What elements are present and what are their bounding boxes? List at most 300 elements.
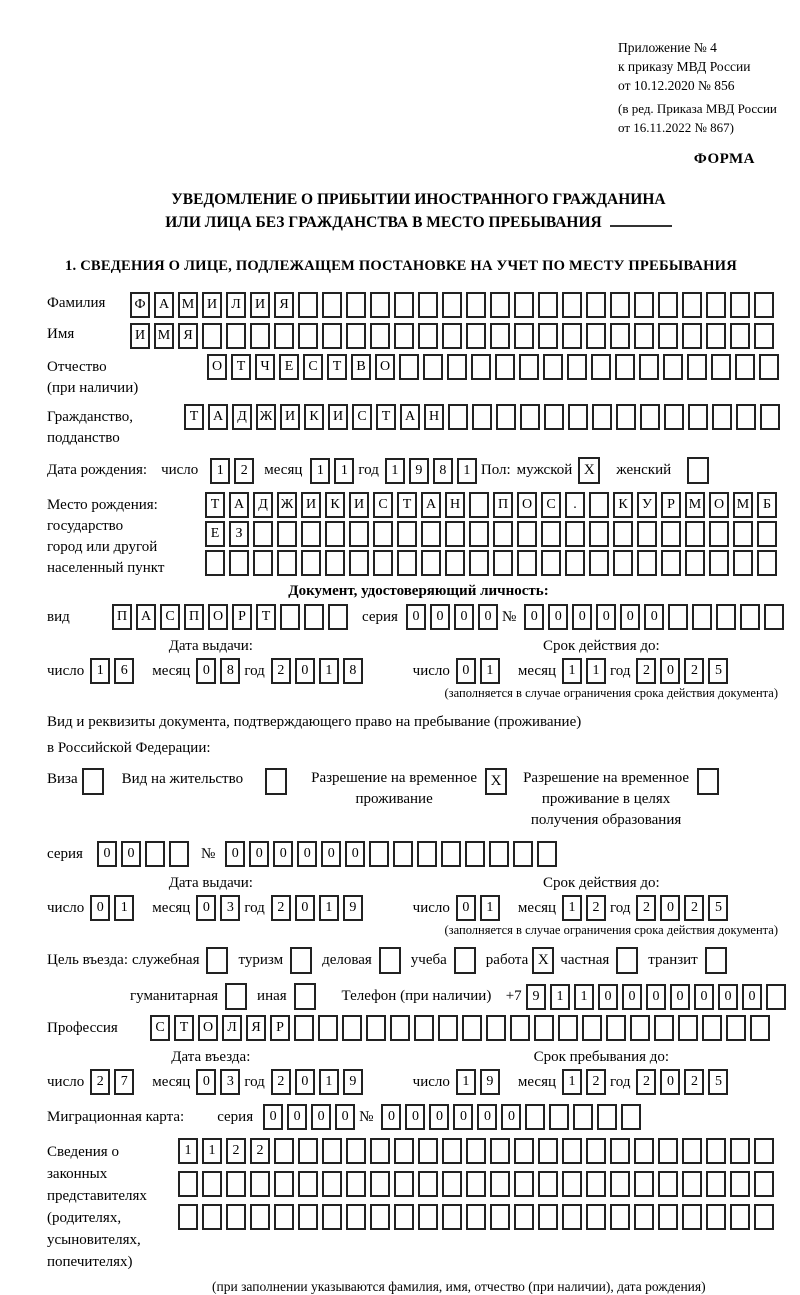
char-cell[interactable]: 0 — [622, 984, 642, 1010]
char-cell[interactable] — [592, 404, 612, 430]
char-cell[interactable]: 1 — [334, 458, 354, 484]
char-cell[interactable] — [226, 1171, 246, 1197]
char-cell[interactable] — [250, 323, 270, 349]
char-cell[interactable]: 2 — [226, 1138, 246, 1164]
char-cell[interactable] — [442, 1204, 462, 1230]
char-cell[interactable]: 3 — [220, 1069, 240, 1095]
char-cell[interactable] — [493, 550, 513, 576]
char-cell[interactable] — [709, 521, 729, 547]
char-cell[interactable] — [586, 1171, 606, 1197]
char-cell[interactable] — [448, 404, 468, 430]
purpose-transit-checkbox[interactable] — [705, 947, 727, 974]
char-cell[interactable]: 2 — [586, 1069, 606, 1095]
char-cell[interactable] — [586, 323, 606, 349]
char-cell[interactable]: 7 — [114, 1069, 134, 1095]
char-cell[interactable] — [346, 1138, 366, 1164]
char-cell[interactable] — [687, 354, 707, 380]
char-cell[interactable] — [589, 492, 609, 518]
char-cell[interactable] — [709, 550, 729, 576]
char-cell[interactable]: 0 — [273, 841, 293, 867]
char-cell[interactable]: 1 — [319, 895, 339, 921]
char-cell[interactable] — [513, 841, 533, 867]
char-cell[interactable]: Р — [232, 604, 252, 630]
char-cell[interactable] — [706, 1171, 726, 1197]
char-cell[interactable] — [301, 521, 321, 547]
char-cell[interactable] — [253, 550, 273, 576]
char-cell[interactable]: Д — [232, 404, 252, 430]
char-cell[interactable]: 0 — [596, 604, 616, 630]
char-cell[interactable] — [346, 1171, 366, 1197]
char-cell[interactable] — [640, 404, 660, 430]
char-cell[interactable]: 0 — [321, 841, 341, 867]
char-cell[interactable] — [438, 1015, 458, 1041]
char-cell[interactable]: Т — [231, 354, 251, 380]
char-cell[interactable]: И — [349, 492, 369, 518]
char-cell[interactable] — [495, 354, 515, 380]
char-cell[interactable]: 0 — [478, 604, 498, 630]
char-cell[interactable]: И — [130, 323, 150, 349]
char-cell[interactable] — [712, 404, 732, 430]
char-cell[interactable] — [658, 1138, 678, 1164]
char-cell[interactable] — [730, 292, 750, 318]
char-cell[interactable] — [298, 1171, 318, 1197]
char-cell[interactable] — [325, 521, 345, 547]
char-cell[interactable]: 0 — [646, 984, 666, 1010]
char-cell[interactable] — [750, 1015, 770, 1041]
char-cell[interactable]: М — [178, 292, 198, 318]
char-cell[interactable] — [538, 292, 558, 318]
char-cell[interactable]: 2 — [586, 895, 606, 921]
char-cell[interactable] — [274, 1171, 294, 1197]
char-cell[interactable] — [318, 1015, 338, 1041]
char-cell[interactable] — [298, 1204, 318, 1230]
char-cell[interactable] — [226, 323, 246, 349]
char-cell[interactable] — [322, 1204, 342, 1230]
char-cell[interactable]: И — [301, 492, 321, 518]
char-cell[interactable] — [682, 1171, 702, 1197]
char-cell[interactable]: Я — [178, 323, 198, 349]
char-cell[interactable]: 1 — [202, 1138, 222, 1164]
char-cell[interactable] — [370, 1138, 390, 1164]
char-cell[interactable] — [586, 292, 606, 318]
char-cell[interactable]: 0 — [90, 895, 110, 921]
char-cell[interactable] — [442, 1138, 462, 1164]
char-cell[interactable]: 5 — [708, 895, 728, 921]
char-cell[interactable] — [759, 354, 779, 380]
char-cell[interactable]: 2 — [684, 658, 704, 684]
char-cell[interactable] — [342, 1015, 362, 1041]
purpose-humanitarian-checkbox[interactable] — [225, 983, 247, 1010]
char-cell[interactable]: Е — [205, 521, 225, 547]
char-cell[interactable]: 0 — [405, 1104, 425, 1130]
char-cell[interactable]: 0 — [381, 1104, 401, 1130]
char-cell[interactable] — [544, 404, 564, 430]
char-cell[interactable] — [274, 323, 294, 349]
char-cell[interactable]: К — [613, 492, 633, 518]
char-cell[interactable]: 1 — [456, 1069, 476, 1095]
char-cell[interactable]: 9 — [526, 984, 546, 1010]
char-cell[interactable] — [514, 323, 534, 349]
char-cell[interactable] — [664, 404, 684, 430]
char-cell[interactable]: 2 — [636, 895, 656, 921]
char-cell[interactable] — [606, 1015, 626, 1041]
char-cell[interactable] — [205, 550, 225, 576]
char-cell[interactable]: 1 — [562, 658, 582, 684]
char-cell[interactable] — [294, 1015, 314, 1041]
char-cell[interactable] — [394, 1204, 414, 1230]
char-cell[interactable] — [393, 841, 413, 867]
char-cell[interactable] — [466, 323, 486, 349]
char-cell[interactable]: 2 — [636, 658, 656, 684]
purpose-official-checkbox[interactable] — [206, 947, 228, 974]
char-cell[interactable] — [736, 404, 756, 430]
char-cell[interactable] — [517, 521, 537, 547]
char-cell[interactable]: М — [733, 492, 753, 518]
char-cell[interactable] — [253, 521, 273, 547]
char-cell[interactable] — [639, 354, 659, 380]
char-cell[interactable]: 2 — [271, 658, 291, 684]
char-cell[interactable] — [441, 841, 461, 867]
char-cell[interactable] — [637, 550, 657, 576]
char-cell[interactable] — [589, 521, 609, 547]
char-cell[interactable]: 0 — [694, 984, 714, 1010]
char-cell[interactable] — [730, 1204, 750, 1230]
char-cell[interactable]: 0 — [345, 841, 365, 867]
char-cell[interactable]: Ж — [277, 492, 297, 518]
char-cell[interactable] — [567, 354, 587, 380]
char-cell[interactable]: 0 — [660, 895, 680, 921]
char-cell[interactable] — [418, 1204, 438, 1230]
char-cell[interactable]: 0 — [453, 1104, 473, 1130]
char-cell[interactable] — [202, 1204, 222, 1230]
char-cell[interactable] — [514, 1138, 534, 1164]
char-cell[interactable]: 1 — [319, 1069, 339, 1095]
char-cell[interactable] — [685, 521, 705, 547]
char-cell[interactable] — [610, 1138, 630, 1164]
purpose-private-checkbox[interactable] — [616, 947, 638, 974]
char-cell[interactable] — [562, 1171, 582, 1197]
char-cell[interactable] — [472, 404, 492, 430]
char-cell[interactable] — [394, 1171, 414, 1197]
char-cell[interactable] — [630, 1015, 650, 1041]
char-cell[interactable] — [414, 1015, 434, 1041]
char-cell[interactable]: З — [229, 521, 249, 547]
char-cell[interactable]: О — [709, 492, 729, 518]
char-cell[interactable] — [621, 1104, 641, 1130]
char-cell[interactable]: 5 — [708, 1069, 728, 1095]
char-cell[interactable]: 5 — [708, 658, 728, 684]
char-cell[interactable] — [517, 550, 537, 576]
char-cell[interactable]: 1 — [210, 458, 230, 484]
char-cell[interactable] — [322, 1171, 342, 1197]
char-cell[interactable] — [469, 521, 489, 547]
char-cell[interactable] — [610, 1171, 630, 1197]
char-cell[interactable]: 0 — [742, 984, 762, 1010]
char-cell[interactable]: Т — [205, 492, 225, 518]
char-cell[interactable] — [661, 521, 681, 547]
char-cell[interactable]: Т — [327, 354, 347, 380]
char-cell[interactable]: 8 — [433, 458, 453, 484]
char-cell[interactable] — [682, 1138, 702, 1164]
char-cell[interactable]: Л — [222, 1015, 242, 1041]
char-cell[interactable] — [496, 404, 516, 430]
sex-female-checkbox[interactable] — [687, 457, 709, 484]
char-cell[interactable] — [397, 521, 417, 547]
char-cell[interactable] — [565, 521, 585, 547]
char-cell[interactable]: Ф — [130, 292, 150, 318]
char-cell[interactable] — [658, 323, 678, 349]
char-cell[interactable] — [417, 841, 437, 867]
char-cell[interactable]: О — [517, 492, 537, 518]
char-cell[interactable]: 0 — [430, 604, 450, 630]
char-cell[interactable] — [370, 1171, 390, 1197]
char-cell[interactable] — [615, 354, 635, 380]
char-cell[interactable]: Т — [256, 604, 276, 630]
char-cell[interactable] — [421, 521, 441, 547]
char-cell[interactable]: 0 — [295, 895, 315, 921]
char-cell[interactable]: И — [250, 292, 270, 318]
char-cell[interactable] — [349, 550, 369, 576]
char-cell[interactable] — [726, 1015, 746, 1041]
char-cell[interactable] — [543, 354, 563, 380]
char-cell[interactable] — [610, 292, 630, 318]
char-cell[interactable]: 0 — [287, 1104, 307, 1130]
char-cell[interactable]: 9 — [409, 458, 429, 484]
char-cell[interactable]: 0 — [456, 658, 476, 684]
char-cell[interactable] — [369, 841, 389, 867]
char-cell[interactable] — [706, 1204, 726, 1230]
char-cell[interactable] — [280, 604, 300, 630]
char-cell[interactable]: 0 — [121, 841, 141, 867]
char-cell[interactable]: В — [351, 354, 371, 380]
char-cell[interactable]: С — [541, 492, 561, 518]
char-cell[interactable] — [688, 404, 708, 430]
purpose-study-checkbox[interactable] — [454, 947, 476, 974]
char-cell[interactable] — [145, 841, 165, 867]
char-cell[interactable]: 0 — [660, 1069, 680, 1095]
char-cell[interactable]: 1 — [178, 1138, 198, 1164]
char-cell[interactable]: 0 — [598, 984, 618, 1010]
char-cell[interactable] — [250, 1204, 270, 1230]
char-cell[interactable]: 2 — [684, 1069, 704, 1095]
char-cell[interactable]: 2 — [90, 1069, 110, 1095]
char-cell[interactable]: О — [207, 354, 227, 380]
char-cell[interactable]: М — [154, 323, 174, 349]
char-cell[interactable] — [565, 550, 585, 576]
char-cell[interactable]: Ч — [255, 354, 275, 380]
char-cell[interactable]: Т — [397, 492, 417, 518]
char-cell[interactable]: 0 — [456, 895, 476, 921]
char-cell[interactable]: 1 — [457, 458, 477, 484]
char-cell[interactable]: 1 — [562, 1069, 582, 1095]
char-cell[interactable] — [304, 604, 324, 630]
char-cell[interactable] — [658, 1204, 678, 1230]
char-cell[interactable] — [589, 550, 609, 576]
char-cell[interactable] — [525, 1104, 545, 1130]
char-cell[interactable]: И — [328, 404, 348, 430]
char-cell[interactable]: 1 — [586, 658, 606, 684]
char-cell[interactable]: . — [565, 492, 585, 518]
char-cell[interactable]: 3 — [220, 895, 240, 921]
char-cell[interactable]: У — [637, 492, 657, 518]
char-cell[interactable] — [757, 550, 777, 576]
char-cell[interactable] — [754, 1138, 774, 1164]
char-cell[interactable] — [706, 292, 726, 318]
char-cell[interactable]: 0 — [620, 604, 640, 630]
char-cell[interactable] — [322, 323, 342, 349]
char-cell[interactable]: 0 — [501, 1104, 521, 1130]
char-cell[interactable] — [178, 1171, 198, 1197]
char-cell[interactable]: Д — [253, 492, 273, 518]
char-cell[interactable] — [442, 292, 462, 318]
char-cell[interactable] — [466, 1204, 486, 1230]
char-cell[interactable]: 2 — [271, 1069, 291, 1095]
char-cell[interactable] — [346, 292, 366, 318]
char-cell[interactable] — [661, 550, 681, 576]
char-cell[interactable]: С — [352, 404, 372, 430]
char-cell[interactable]: А — [208, 404, 228, 430]
char-cell[interactable] — [634, 1138, 654, 1164]
char-cell[interactable] — [733, 521, 753, 547]
char-cell[interactable] — [668, 604, 688, 630]
char-cell[interactable]: 9 — [343, 1069, 363, 1095]
char-cell[interactable] — [616, 404, 636, 430]
char-cell[interactable] — [445, 521, 465, 547]
char-cell[interactable]: Н — [445, 492, 465, 518]
char-cell[interactable]: М — [685, 492, 705, 518]
char-cell[interactable] — [418, 1171, 438, 1197]
char-cell[interactable] — [366, 1015, 386, 1041]
char-cell[interactable] — [541, 550, 561, 576]
char-cell[interactable] — [562, 1138, 582, 1164]
char-cell[interactable] — [682, 323, 702, 349]
char-cell[interactable]: 1 — [574, 984, 594, 1010]
char-cell[interactable]: И — [280, 404, 300, 430]
char-cell[interactable] — [538, 1204, 558, 1230]
char-cell[interactable] — [514, 292, 534, 318]
char-cell[interactable]: 1 — [480, 895, 500, 921]
char-cell[interactable]: П — [493, 492, 513, 518]
char-cell[interactable] — [682, 1204, 702, 1230]
char-cell[interactable] — [490, 1138, 510, 1164]
char-cell[interactable] — [370, 292, 390, 318]
char-cell[interactable] — [562, 1204, 582, 1230]
char-cell[interactable]: 0 — [297, 841, 317, 867]
char-cell[interactable] — [469, 550, 489, 576]
char-cell[interactable] — [466, 1138, 486, 1164]
char-cell[interactable] — [442, 1171, 462, 1197]
char-cell[interactable] — [423, 354, 443, 380]
char-cell[interactable] — [394, 1138, 414, 1164]
char-cell[interactable] — [597, 1104, 617, 1130]
char-cell[interactable] — [702, 1015, 722, 1041]
char-cell[interactable]: А — [154, 292, 174, 318]
char-cell[interactable] — [541, 521, 561, 547]
char-cell[interactable] — [519, 354, 539, 380]
char-cell[interactable] — [169, 841, 189, 867]
char-cell[interactable]: 1 — [480, 658, 500, 684]
char-cell[interactable]: 1 — [114, 895, 134, 921]
char-cell[interactable]: 2 — [636, 1069, 656, 1095]
char-cell[interactable]: 6 — [114, 658, 134, 684]
char-cell[interactable]: 2 — [684, 895, 704, 921]
char-cell[interactable] — [716, 604, 736, 630]
char-cell[interactable] — [733, 550, 753, 576]
char-cell[interactable] — [654, 1015, 674, 1041]
char-cell[interactable]: 0 — [295, 1069, 315, 1095]
char-cell[interactable] — [754, 1204, 774, 1230]
char-cell[interactable] — [466, 1171, 486, 1197]
char-cell[interactable]: Я — [274, 292, 294, 318]
char-cell[interactable]: 2 — [234, 458, 254, 484]
char-cell[interactable]: 0 — [454, 604, 474, 630]
visa-checkbox[interactable] — [82, 768, 104, 795]
char-cell[interactable] — [514, 1204, 534, 1230]
char-cell[interactable]: Т — [376, 404, 396, 430]
char-cell[interactable]: 2 — [271, 895, 291, 921]
char-cell[interactable]: 0 — [263, 1104, 283, 1130]
char-cell[interactable] — [591, 354, 611, 380]
char-cell[interactable]: 0 — [225, 841, 245, 867]
char-cell[interactable] — [301, 550, 321, 576]
char-cell[interactable] — [490, 292, 510, 318]
char-cell[interactable]: 8 — [220, 658, 240, 684]
char-cell[interactable] — [754, 323, 774, 349]
char-cell[interactable] — [298, 1138, 318, 1164]
char-cell[interactable] — [390, 1015, 410, 1041]
char-cell[interactable]: 0 — [295, 658, 315, 684]
char-cell[interactable] — [445, 550, 465, 576]
char-cell[interactable] — [229, 550, 249, 576]
char-cell[interactable] — [682, 292, 702, 318]
char-cell[interactable] — [178, 1204, 198, 1230]
char-cell[interactable] — [346, 1204, 366, 1230]
char-cell[interactable] — [562, 323, 582, 349]
char-cell[interactable] — [514, 1171, 534, 1197]
char-cell[interactable] — [202, 323, 222, 349]
char-cell[interactable]: А — [400, 404, 420, 430]
char-cell[interactable] — [586, 1138, 606, 1164]
char-cell[interactable] — [711, 354, 731, 380]
char-cell[interactable] — [466, 292, 486, 318]
char-cell[interactable] — [418, 292, 438, 318]
char-cell[interactable] — [735, 354, 755, 380]
char-cell[interactable] — [740, 604, 760, 630]
temp-residence-edu-checkbox[interactable] — [697, 768, 719, 795]
char-cell[interactable]: А — [421, 492, 441, 518]
char-cell[interactable]: О — [208, 604, 228, 630]
char-cell[interactable] — [586, 1204, 606, 1230]
char-cell[interactable]: 0 — [477, 1104, 497, 1130]
char-cell[interactable]: 0 — [644, 604, 664, 630]
char-cell[interactable]: 0 — [718, 984, 738, 1010]
char-cell[interactable] — [663, 354, 683, 380]
char-cell[interactable] — [538, 1171, 558, 1197]
char-cell[interactable] — [394, 292, 414, 318]
char-cell[interactable] — [637, 521, 657, 547]
char-cell[interactable] — [399, 354, 419, 380]
char-cell[interactable]: А — [136, 604, 156, 630]
char-cell[interactable] — [346, 323, 366, 349]
char-cell[interactable] — [568, 404, 588, 430]
char-cell[interactable]: 0 — [660, 658, 680, 684]
char-cell[interactable]: Ж — [256, 404, 276, 430]
char-cell[interactable]: 9 — [343, 895, 363, 921]
char-cell[interactable] — [658, 1171, 678, 1197]
char-cell[interactable] — [442, 323, 462, 349]
char-cell[interactable] — [469, 492, 489, 518]
char-cell[interactable]: 0 — [311, 1104, 331, 1130]
